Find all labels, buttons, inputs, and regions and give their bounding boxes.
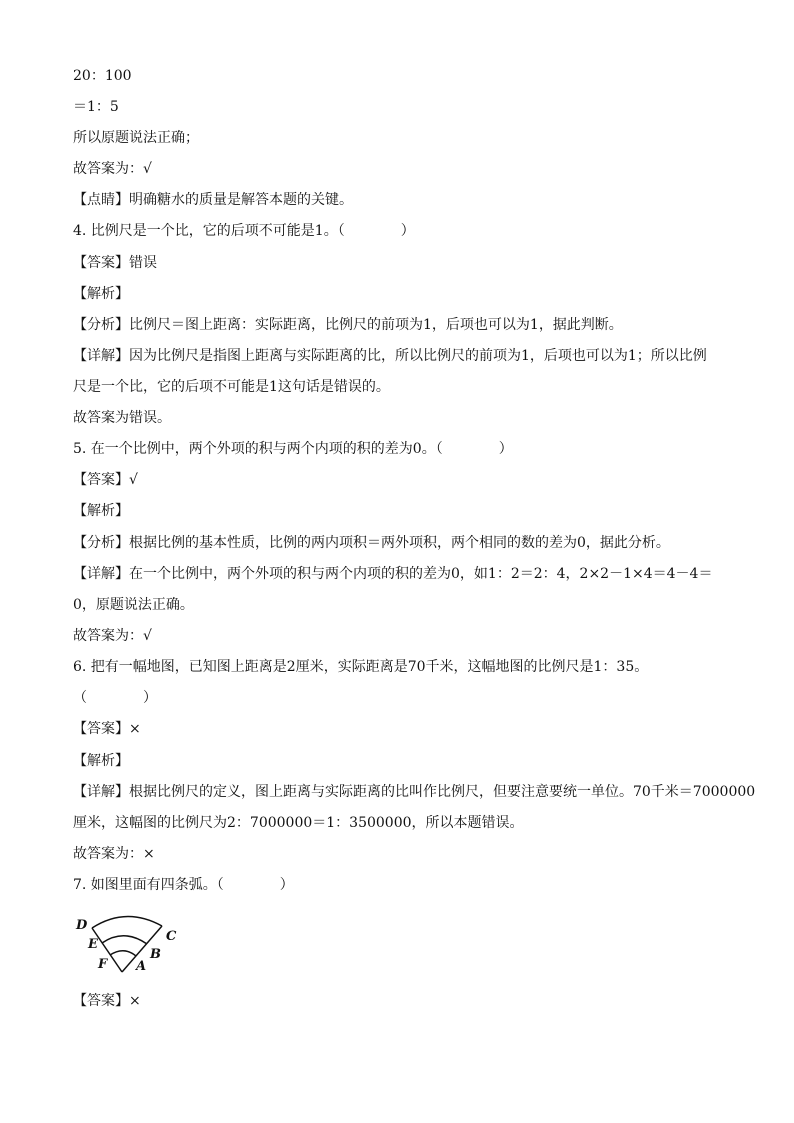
text-line: 故答案为：√	[73, 628, 152, 644]
arc-figure	[74, 910, 194, 980]
answer-label: 【答案】√	[73, 472, 138, 488]
text-line: 【详解】在一个比例中，两个外项的积与两个内项的积的差为0，如1：2＝2：4，2×2－1×4＝4－4＝	[73, 566, 713, 582]
question-4: 4. 比例尺是一个比，它的后项不可能是1。（ ）	[73, 223, 415, 239]
label-f: F	[98, 957, 108, 972]
question-7: 7. 如图里面有四条弧。（ ）	[73, 877, 294, 893]
label-b: B	[150, 947, 161, 962]
outer-arc	[92, 916, 162, 928]
analysis-label: 【解析】	[73, 753, 129, 769]
text-line: 0，原题说法正确。	[73, 597, 194, 613]
label-e: E	[88, 937, 98, 952]
answer-label: 【答案】错误	[73, 255, 157, 271]
text-line: （ ）	[73, 690, 157, 706]
label-d: D	[76, 918, 88, 933]
text-line: 【详解】根据比例尺的定义，图上距离与实际距离的比叫作比例尺，但要注意要统一单位。70千米＝7000000	[73, 784, 756, 800]
question-6: 6. 把有一幅地图，已知图上距离是2厘米，实际距离是70千米，这幅地图的比例尺是1：35。	[73, 659, 649, 675]
text-line: 【分析】比例尺＝图上距离：实际距离，比例尺的前项为1，后项也可以为1，据此判断。	[73, 317, 623, 333]
label-a: A	[136, 959, 147, 974]
inner-arc	[110, 951, 136, 956]
analysis-label: 【解析】	[73, 503, 129, 519]
text-line: 20：100	[73, 68, 132, 84]
text-line: 故答案为错误。	[73, 410, 171, 426]
middle-arc	[102, 936, 147, 944]
analysis-label: 【解析】	[73, 286, 129, 302]
text-line: 【分析】根据比例的基本性质，比例的两内项积＝两外项积，两个相同的数的差为0，据此分析。	[73, 535, 670, 551]
text-line: 故答案为：×	[73, 846, 155, 862]
arc-diagram-svg	[74, 910, 194, 980]
answer-label: 【答案】×	[73, 721, 141, 737]
text-line: 故答案为：√	[73, 161, 152, 177]
answer-label: 【答案】×	[73, 993, 141, 1009]
text-line: 所以原题说法正确；	[73, 130, 199, 146]
question-5: 5. 在一个比例中，两个外项的积与两个内项的积的差为0。（ ）	[73, 441, 513, 457]
label-c: C	[166, 929, 177, 944]
text-line: 厘米，这幅图的比例尺为2：7000000＝1：3500000，所以本题错误。	[73, 815, 524, 831]
text-line: 【详解】因为比例尺是指图上距离与实际距离的比，所以比例尺的前项为1，后项也可以为1；所以比例	[73, 348, 707, 364]
text-line: 尺是一个比，它的后项不可能是1这句话是错误的。	[73, 379, 390, 395]
text-line: ＝1：5	[73, 99, 119, 115]
text-line: 【点睛】明确糖水的质量是解答本题的关键。	[73, 192, 353, 208]
